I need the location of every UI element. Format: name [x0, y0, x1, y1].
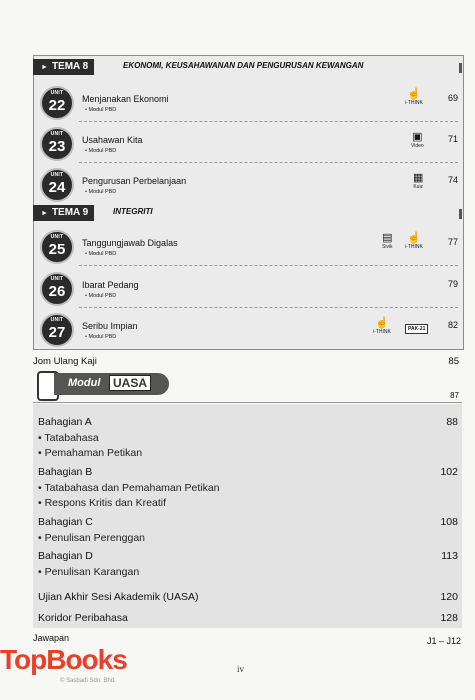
unit-sub: • Modul PBD [85, 334, 117, 340]
unit-page: 82 [447, 320, 458, 330]
section-b-heading[interactable]: Bahagian B [38, 466, 93, 478]
unit-badge: UNIT 22 [40, 86, 74, 120]
dashed-divider [79, 162, 458, 163]
ujian-heading[interactable]: Ujian Akhir Sesi Akademik (UASA) [38, 591, 199, 603]
arrow-icon: ► [41, 64, 48, 71]
unit-row-22[interactable] [33, 82, 462, 122]
dashed-divider [79, 121, 458, 122]
section-a-heading[interactable]: Bahagian A [38, 416, 92, 428]
unit-sub: • Modul PBD [85, 148, 117, 154]
tema-9-header [33, 205, 462, 221]
unit-badge: UNIT 24 [40, 168, 74, 202]
modul-uasa-banner [54, 373, 169, 395]
video-icon[interactable]: ▣ Video [411, 131, 424, 149]
tema-9-tag: ► TEMA 9 [33, 205, 94, 221]
unit-title: Menjanakan Ekonomi [82, 94, 169, 104]
uasa-badge: UASA [109, 375, 151, 391]
dashed-divider [79, 265, 458, 266]
modul-label: Modul [68, 377, 101, 389]
section-c-item: • Penulisan Perenggan [38, 532, 146, 544]
unit-badge: UNIT 23 [40, 127, 74, 161]
unit-sub: • Modul PBD [85, 293, 117, 299]
section-d-page: 113 [441, 550, 458, 562]
tema-8-tag: ► TEMA 8 [33, 59, 94, 75]
unit-badge: UNIT 25 [40, 230, 74, 264]
tema-8-header [33, 59, 462, 75]
sivik-icon[interactable]: ▤ Sivik [382, 232, 393, 250]
unit-row-24[interactable] [33, 164, 462, 204]
unit-page: 74 [447, 175, 458, 185]
publisher-text: © Sasbadi Sdn. Bhd. [60, 678, 116, 684]
section-a-item: • Tatabahasa [38, 432, 99, 444]
unit-title: Usahawan Kita [82, 135, 143, 145]
unit-title: Tanggungjawab Digalas [82, 238, 178, 248]
modul-uasa-page: 87 [450, 391, 459, 400]
tema-9-title: INTEGRITI [113, 207, 153, 216]
unit-row-26[interactable] [33, 268, 462, 308]
unit-badge: UNIT 27 [40, 313, 74, 347]
jawapan-page: J1 – J12 [426, 636, 461, 646]
arrow-icon: ► [41, 210, 48, 217]
section-c-page: 108 [440, 516, 458, 528]
unit-page: 77 [447, 237, 458, 247]
jawapan-label[interactable]: Jawapan [33, 633, 70, 643]
unit-sub: • Modul PBD [85, 107, 117, 113]
koridor-heading[interactable]: Koridor Peribahasa [38, 612, 128, 624]
ujian-page: 120 [440, 591, 458, 603]
unit-page: 69 [447, 93, 458, 103]
unit-title: Pengurusan Perbelanjaan [82, 176, 187, 186]
divider [33, 402, 462, 403]
unit-title: Seribu Impian [82, 321, 138, 331]
section-a-item: • Pemahaman Petikan [38, 447, 143, 459]
unit-row-23[interactable] [33, 123, 462, 163]
section-d-heading[interactable]: Bahagian D [38, 550, 93, 562]
unit-row-25[interactable] [33, 226, 462, 266]
section-b-item: • Respons Kritis dan Kreatif [38, 497, 166, 509]
pak21-badge: PAK-21 [405, 324, 428, 334]
dashed-divider [79, 307, 458, 308]
ithink-icon[interactable]: ☝ i-THINK [405, 232, 423, 250]
divider [459, 209, 462, 219]
unit-sub: • Modul PBD [85, 251, 117, 257]
tema-8-title: EKONOMI, KEUSAHAWANAN DAN PENGURUSAN KEWANGAN [123, 61, 364, 70]
ulang-kaji-page: 85 [448, 356, 459, 367]
ithink-icon[interactable]: ☝ i-THINK [405, 88, 423, 106]
ithink-icon[interactable]: ☝ i-THINK [373, 317, 391, 335]
ulang-kaji-label[interactable]: Jom Ulang Kaji [33, 356, 97, 367]
section-b-page: 102 [440, 466, 458, 478]
unit-page: 71 [447, 134, 458, 144]
unit-title: Ibarat Pedang [82, 280, 139, 290]
quiz-icon[interactable]: ▦ Kuiz [413, 172, 424, 190]
unit-sub: • Modul PBD [85, 189, 117, 195]
unit-row-27[interactable] [33, 309, 462, 349]
koridor-page: 128 [440, 612, 458, 624]
section-c-heading[interactable]: Bahagian C [38, 516, 93, 528]
section-d-item: • Penulisan Karangan [38, 566, 140, 578]
topbooks-watermark: TopBooks [0, 644, 127, 675]
page-number: iv [237, 664, 245, 674]
unit-badge: UNIT 26 [40, 272, 74, 306]
unit-page: 79 [447, 279, 458, 289]
uasa-box [33, 404, 462, 628]
section-a-page: 88 [446, 416, 458, 428]
section-b-item: • Tatabahasa dan Pemahaman Petikan [38, 482, 220, 494]
divider [459, 63, 462, 73]
